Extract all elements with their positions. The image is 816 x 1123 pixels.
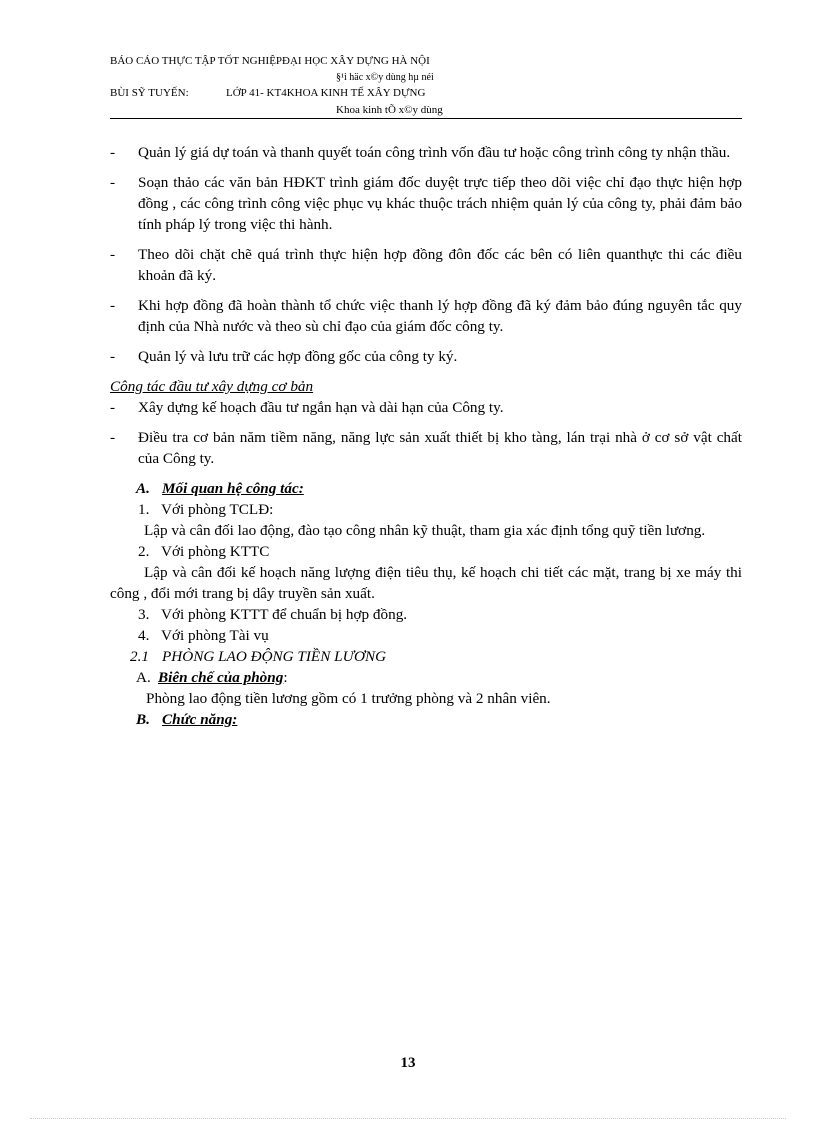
list-item: - Soạn thảo các văn bản HĐKT trình giám đốc duyệt trực tiếp theo dõi việc chỉ đạo thực hiện hợp đồng , các công trình công việc phục vụ khác thuộc trách nhiệm quản lý của công ty, phải đảm bảo tính pháp lý trong việc thi hành. [110,174,742,233]
header-divider [110,118,742,119]
header-line-2: §¹i häc x©y dùng hµ néi [336,72,434,83]
relation-item-desc: Lập và cân đối kế hoạch năng lượng điện tiêu thụ, kế hoạch chi tiết các mặt, trang bị xe máy thi công , đổi mới trang bị dây truyền sản xuất. [110,564,742,602]
list-item: - Điều tra cơ bản năm tiềm năng, năng lực sản xuất thiết bị kho tàng, lán trại nhà ở cơ sở vật chất của Công ty. [110,429,742,467]
heading-relations: A. Mối quan hệ công tác: [136,480,304,497]
subsection-title: 2.1 PHÒNG LAO ĐỘNG TIỀN LƯƠNG [130,648,387,665]
list-item: - Quản lý và lưu trữ các hợp đồng gốc của công ty ký. [110,348,458,365]
relation-item-title: 3. Với phòng KTTT để chuẩn bị hợp đồng. [138,606,408,623]
list-item: - Theo dõi chặt chẽ quá trình thực hiện hợp đồng đôn đốc các bên có liên quanthực thi các điều khoản đã ký. [110,246,742,284]
document-body [110,142,742,730]
relation-item-title: 4. Với phòng Tài vụ [138,627,269,644]
header-author: BÙI SỸ TUYẾN: [110,87,189,99]
list-item: - Xây dựng kế hoạch đầu tư ngắn hạn và dài hạn của Công ty. [110,399,504,416]
header-line-1: BÁO CÁO THỰC TẬP TỐT NGHIỆPĐẠI HỌC XÂY DỰNG HÀ NỘI [110,55,430,67]
relation-item-desc: Lập và cân đối lao động, đào tạo công nhân kỹ thuật, tham gia xác định tổng quỹ tiền lương. [144,522,706,539]
header-class: LỚP 41- KT4KHOA KINH TẾ XÂY DỰNG [226,87,426,99]
relation-item-title: 1. Với phòng TCLĐ: [138,501,274,518]
list-item: - Quản lý giá dự toán và thanh quyết toán công trình vốn đầu tư hoặc công trình công ty nhận thầu. [110,144,731,161]
relation-item-title: 2. Với phòng KTTC [138,543,270,560]
page-bottom-rule [30,1118,786,1119]
list-item: - Khi hợp đồng đã hoàn thành tổ chức việc thanh lý hợp đồng đã ký đảm bảo đúng nguyên tắc quy định của Nhà nước và theo sù chỉ đạo của giám đốc công ty. [110,297,742,335]
heading-functions: B. Chức năng: [136,711,238,728]
page-number: 13 [400,1055,416,1071]
header-line-4: Khoa kinh tÕ x©y dùng [336,104,443,116]
staff-text: Phòng lao động tiền lương gồm có 1 trưởng phòng và 2 nhân viên. [146,690,551,707]
heading-staffing: A. Biên chế của phòng: [136,669,288,686]
section-title: Công tác đầu tư xây dựng cơ bản [110,378,314,395]
